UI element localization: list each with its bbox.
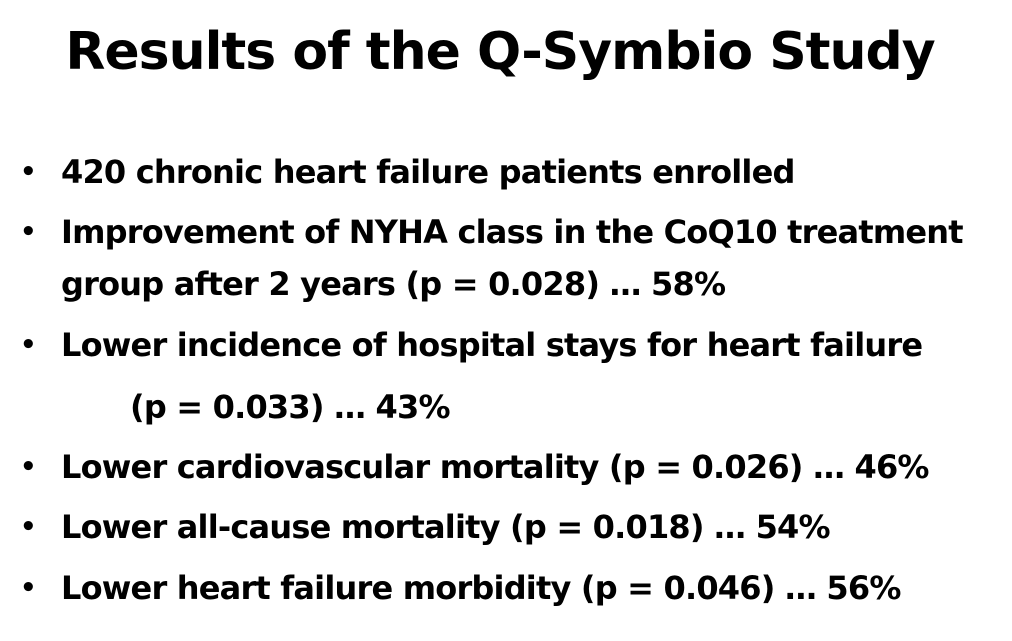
bullet-text-5: Lower all-cause mortality (p = 0.018) … 54%: [61, 508, 830, 546]
bullet-text-3-line-1: Lower incidence of hospital stays for heart failure: [61, 326, 923, 364]
bullet-icon: •: [20, 217, 37, 247]
bullet-text-1: 420 chronic heart failure patients enrolled: [61, 153, 795, 191]
bullet-icon: •: [20, 452, 37, 482]
bullet-text-6: Lower heart failure morbidity (p = 0.046) … 56%: [61, 569, 901, 607]
bullet-icon: •: [20, 157, 37, 187]
bullet-text-2-line-1: Improvement of NYHA class in the CoQ10 treatment: [61, 213, 963, 251]
bullet-text-4: Lower cardiovascular mortality (p = 0.026) … 46%: [61, 448, 929, 486]
bullet-text-2-line-2: group after 2 years (p = 0.028) … 58%: [61, 265, 726, 303]
bullet-icon: •: [20, 512, 37, 542]
bullet-icon: •: [20, 573, 37, 603]
bullet-icon: •: [20, 330, 37, 360]
slide-title: Results of the Q-Symbio Study: [65, 22, 935, 82]
bullet-text-3-line-2: (p = 0.033) … 43%: [130, 388, 450, 426]
